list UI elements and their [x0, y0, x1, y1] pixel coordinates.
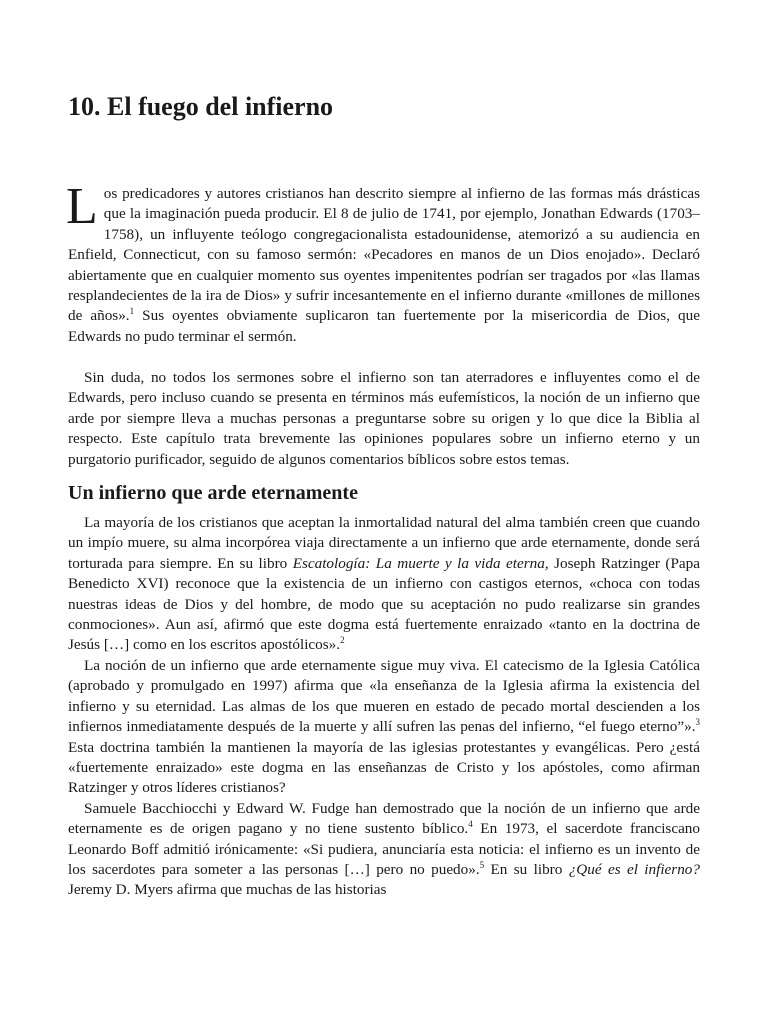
footnote-ref-1[interactable]: 1	[129, 306, 135, 317]
intro-paragraph-2: Sin duda, no todos los sermones sobre el infierno son tan aterradores e influyentes como el de Edwards, pero incluso cuando se presenta en términos más eufemísticos, la noción de un infierno que arde por siempre lleva a muchas personas a preguntarse sobre su origen y lo que dice la Biblia al respecto. Este capítulo trata brevemente las opiniones populares sobre un infierno eterno y un purgatorio purificador, seguido de algunos comentarios bíblicos sobre estos temas.	[68, 369, 700, 468]
intro-p1-text: os predicadores y autores cristianos han descrito siempre al infierno de las formas más drásticas que la imaginación pueda producir. El 8 de julio de 1741, por ejemplo, Jonathan Edwards (1703–1758), un influyente teólogo congregacionalista estadounidense, atemorizó a su audiencia en Enfield, Connecticut, con su famoso sermón: «Pecadores en manos de un Dios enojado». Declaró abiertamente que en cualquier momento sus oyentes impenitentes podrían ser tragados por «las llamas resplandecientes de la ira de Dios» y sufrir incesantemente en el infierno durante «millones de millones de años».	[68, 185, 700, 325]
section-p3-text-b: En 1973, el sacerdote franciscano Leonardo Boff admitió irónicamente: «Si pudiera, anunciaría esta noticia: el infierno es un invento de los sacerdotes para someter a las personas […] pero no puedo».	[68, 820, 700, 878]
footnote-ref-5[interactable]: 5	[479, 859, 485, 870]
book-title-escatologia: Escatología: La muerte y la vida eterna	[292, 554, 545, 572]
section-p3-text-d: Jeremy D. Myers afirma que muchas de las historias	[68, 881, 387, 899]
chapter-title: 10. El fuego del infierno	[68, 92, 334, 121]
section-p1-text-b: , Joseph Ratzinger (Papa Benedicto XVI) reconoce que la existencia de un infierno con castigos eternos, «choca con todas nuestras ideas de Dios y del hombre, de modo que su aceptación no pudo realizarse sin grandes conmociones». Aun así, afirmó que este dogma está fuertemente enraizado «tanto en la doctrina de Jesús […] como en los escritos apostólicos».	[68, 554, 700, 654]
section-heading: Un infierno que arde eternamente	[68, 482, 358, 505]
intro-paragraph-1	[66, 178, 700, 347]
footnote-ref-2[interactable]: 2	[340, 635, 345, 646]
footnote-ref-4[interactable]: 4	[468, 819, 473, 830]
section-p2-text-b: Esta doctrina también la mantienen la mayoría de las iglesias protestantes y evangélicas. Pero ¿está «fuertemente enraizado» este dogma en las enseñanzas de Cristo y los apóstoles, como afirman Ratzinger y otros líderes cristianos?	[68, 738, 700, 797]
section-p3-text-c: En su libro	[484, 860, 569, 878]
section-paragraph-1	[68, 513, 700, 656]
footnote-ref-3[interactable]: 3	[695, 717, 700, 728]
section-p3-text-a: Samuele Bacchiocchi y Edward W. Fudge han demostrado que la noción de un infierno que arde eternamente es de origen pagano y no tiene sustento bíblico.	[68, 799, 700, 838]
drop-cap: L	[66, 178, 98, 235]
intro-p1-tail: Sus oyentes obviamente suplicaron tan fuertemente por la misericordia de Dios, que Edwards no pudo terminar el sermón.	[68, 307, 700, 345]
document-flow	[68, 368, 700, 901]
section-p2-text-a: La noción de un infierno que arde eternamente sigue muy viva. El catecismo de la Iglesia Católica (aprobado y promulgado en 1997) afirma que «la enseñanza de la Iglesia afirma la existencia del infierno y su eternidad. Las almas de los que mueren en estado de pecado mortal descienden a los infiernos inmediatamente después de la muerte y allí sufren las penas del infierno, “el fuego eterno”».	[68, 656, 700, 736]
section-paragraph-2	[68, 656, 700, 799]
section-paragraph-3	[68, 799, 700, 901]
book-title-que-es-el-infierno: ¿Qué es el infierno?	[568, 860, 700, 878]
section-p1-text-a: La mayoría de los cristianos que aceptan la inmortalidad natural del alma también creen que cuando un impío muere, su alma incorpórea viaja directamente a un infierno que arde eternamente, donde será torturada para siempre. En su libro	[68, 514, 700, 572]
